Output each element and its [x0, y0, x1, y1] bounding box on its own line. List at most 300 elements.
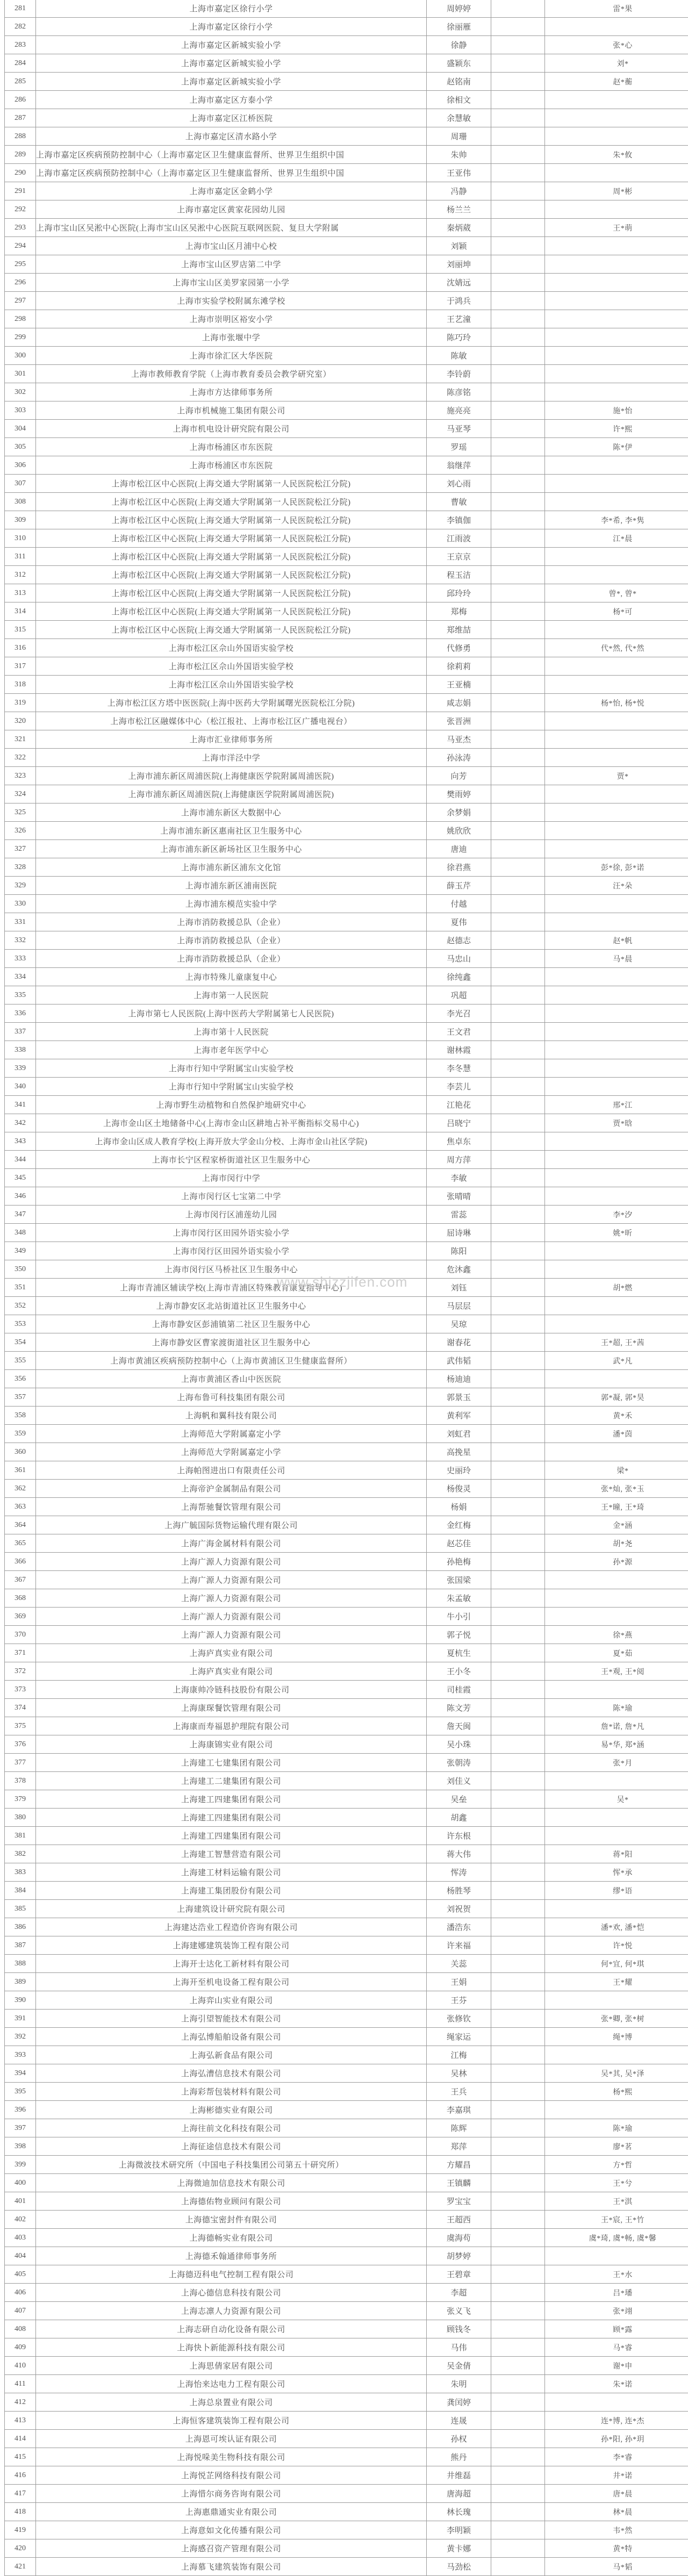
- empty-cell: [491, 1023, 545, 1041]
- empty-cell: [491, 1187, 545, 1206]
- person-name-cell: 李镇伽: [427, 511, 491, 529]
- person-name-cell: 林长瑰: [427, 2503, 491, 2521]
- person-name-cell: 危沐鑫: [427, 1260, 491, 1279]
- person-name-cell: 武伟韬: [427, 1352, 491, 1370]
- org-name-cell: 上海心德信息科技有限公司: [36, 2284, 427, 2302]
- empty-cell: [491, 1004, 545, 1023]
- org-name-cell: 上海德宝密封件有限公司: [36, 2211, 427, 2229]
- org-name-cell: 上海市松江区融媒体中心（松江报社、上海市松江区广播电视台）: [36, 712, 427, 730]
- empty-cell: [491, 895, 545, 913]
- org-name-cell: 上海市老年医学中心: [36, 1041, 427, 1059]
- org-name-cell: 上海市青浦区辅读学校(上海市青浦区特殊教育康复指导中心): [36, 1279, 427, 1297]
- empty-cell: [491, 1626, 545, 1644]
- table-row: [5, 1516, 688, 1534]
- table-row: [5, 1315, 688, 1333]
- empty-cell: [491, 475, 545, 493]
- masked-names-cell: 金*涵: [545, 1516, 688, 1534]
- row-number-cell: 345: [5, 1169, 36, 1187]
- masked-names-cell: [545, 2247, 688, 2265]
- person-name-cell: 陈巧玲: [427, 328, 491, 347]
- empty-cell: [491, 2211, 545, 2229]
- person-name-cell: 罗瑶: [427, 438, 491, 456]
- empty-cell: [491, 182, 545, 200]
- masked-names-cell: 廖*茗: [545, 2137, 688, 2156]
- masked-names-cell: [545, 274, 688, 292]
- row-number-cell: 363: [5, 1498, 36, 1516]
- org-name-cell: 上海市浦东新区周浦医院(上海健康医学院附属周浦医院): [36, 785, 427, 803]
- table-row: [5, 2448, 688, 2466]
- masked-names-cell: [545, 1260, 688, 1279]
- row-number-cell: 374: [5, 1699, 36, 1717]
- row-number-cell: 295: [5, 255, 36, 274]
- org-name-cell: 上海市嘉定区黄家花园幼儿园: [36, 200, 427, 219]
- person-name-cell: 李超: [427, 2284, 491, 2302]
- empty-cell: [491, 1681, 545, 1699]
- empty-cell: [491, 767, 545, 785]
- empty-cell: [491, 1571, 545, 1589]
- person-name-cell: 连晟: [427, 2412, 491, 2430]
- masked-names-cell: 雷*果: [545, 0, 688, 18]
- org-name-cell: 上海帝沪金属制品有限公司: [36, 1480, 427, 1498]
- row-number-cell: 284: [5, 54, 36, 73]
- row-number-cell: 418: [5, 2503, 36, 2521]
- empty-cell: [491, 1279, 545, 1297]
- person-name-cell: 井维磊: [427, 2466, 491, 2485]
- empty-cell: [491, 146, 545, 164]
- table-row: [5, 1425, 688, 1443]
- row-number-cell: 364: [5, 1516, 36, 1534]
- masked-names-cell: 黄*特: [545, 2539, 688, 2558]
- row-number-cell: 340: [5, 1078, 36, 1096]
- masked-names-cell: [545, 1023, 688, 1041]
- org-name-cell: 上海市浦东新区浦南医院: [36, 877, 427, 895]
- row-number-cell: 331: [5, 913, 36, 931]
- empty-cell: [491, 2393, 545, 2412]
- org-name-cell: 上海市宝山区罗店第二中学: [36, 255, 427, 274]
- org-name-cell: 上海市松江区中心医院(上海交通大学附属第一人民医院松江分院): [36, 548, 427, 566]
- org-name-cell: 上海市行知中学附属宝山实验学校: [36, 1078, 427, 1096]
- org-name-cell: 上海意如文化传播有限公司: [36, 2521, 427, 2539]
- empty-cell: [491, 0, 545, 18]
- org-name-cell: 上海市方达律师事务所: [36, 383, 427, 401]
- empty-cell: [491, 1260, 545, 1279]
- masked-names-cell: [545, 749, 688, 767]
- org-name-cell: 上海市洋泾中学: [36, 749, 427, 767]
- row-number-cell: 322: [5, 749, 36, 767]
- row-number-cell: 369: [5, 1608, 36, 1626]
- empty-cell: [491, 1407, 545, 1425]
- empty-cell: [491, 749, 545, 767]
- org-name-cell: 上海广海金属材料有限公司: [36, 1534, 427, 1553]
- person-name-cell: 翁继萍: [427, 456, 491, 475]
- table-row: [5, 1900, 688, 1918]
- row-number-cell: 290: [5, 164, 36, 182]
- masked-names-cell: 胡*尧: [545, 1534, 688, 1553]
- table-row: [5, 1370, 688, 1388]
- person-name-cell: 吴林: [427, 2064, 491, 2083]
- table-row: [5, 1096, 688, 1114]
- masked-names-cell: 胡*燃: [545, 1279, 688, 1297]
- table-row: [5, 1352, 688, 1370]
- person-name-cell: 王小冬: [427, 1662, 491, 1681]
- masked-names-cell: [545, 200, 688, 219]
- row-number-cell: 406: [5, 2284, 36, 2302]
- empty-cell: [491, 292, 545, 310]
- empty-cell: [491, 529, 545, 548]
- empty-cell: [491, 2028, 545, 2046]
- person-name-cell: 胡鑫: [427, 1809, 491, 1827]
- person-name-cell: 詹天闽: [427, 1717, 491, 1735]
- table-row: [5, 511, 688, 529]
- org-name-cell: 上海市静安区曹家渡街道社区卫生服务中心: [36, 1333, 427, 1352]
- empty-cell: [491, 1790, 545, 1809]
- row-number-cell: 334: [5, 968, 36, 986]
- empty-cell: [491, 1608, 545, 1626]
- org-name-cell: 上海市松江区方塔中医医院(上海中医药大学附属曙光医院松江分院): [36, 694, 427, 712]
- masked-names-cell: [545, 1187, 688, 1206]
- person-name-cell: 唐海超: [427, 2485, 491, 2503]
- org-name-cell: 上海市嘉定区江桥医院: [36, 109, 427, 127]
- empty-cell: [491, 1991, 545, 2010]
- org-name-cell: 上海建工二建集团有限公司: [36, 1772, 427, 1790]
- row-number-cell: 287: [5, 109, 36, 127]
- row-number-cell: 398: [5, 2137, 36, 2156]
- table-row: [5, 2174, 688, 2192]
- empty-cell: [491, 913, 545, 931]
- masked-names-cell: [545, 1078, 688, 1096]
- org-name-cell: 上海市第一人民医院: [36, 986, 427, 1004]
- person-name-cell: 张朝涛: [427, 1754, 491, 1772]
- masked-names-cell: [545, 1809, 688, 1827]
- masked-names-cell: [545, 822, 688, 840]
- org-name-cell: 上海广源人力资源有限公司: [36, 1626, 427, 1644]
- masked-names-cell: [545, 91, 688, 109]
- table-row: [5, 1973, 688, 1991]
- row-number-cell: 353: [5, 1315, 36, 1333]
- masked-names-cell: [545, 1169, 688, 1187]
- person-name-cell: 孙权: [427, 2430, 491, 2448]
- empty-cell: [491, 54, 545, 73]
- masked-names-cell: [545, 365, 688, 383]
- empty-cell: [491, 1388, 545, 1407]
- row-number-cell: 332: [5, 931, 36, 950]
- person-name-cell: 绳家运: [427, 2028, 491, 2046]
- row-number-cell: 323: [5, 767, 36, 785]
- row-number-cell: 403: [5, 2229, 36, 2247]
- row-number-cell: 401: [5, 2192, 36, 2211]
- org-name-cell: 上海市浦东新区惠南社区卫生服务中心: [36, 822, 427, 840]
- table-row: [5, 803, 688, 822]
- empty-cell: [491, 1827, 545, 1845]
- person-name-cell: 周珊: [427, 127, 491, 146]
- table-row: [5, 146, 688, 164]
- person-name-cell: 赵芯佳: [427, 1534, 491, 1553]
- empty-cell: [491, 1059, 545, 1078]
- person-name-cell: 马亚杰: [427, 730, 491, 749]
- masked-names-cell: [545, 1681, 688, 1699]
- row-number-cell: 304: [5, 420, 36, 438]
- person-name-cell: 龚闰婷: [427, 2393, 491, 2412]
- person-name-cell: 李冬慧: [427, 1059, 491, 1078]
- org-name-cell: 上海市崇明区裕安小学: [36, 310, 427, 328]
- empty-cell: [491, 1809, 545, 1827]
- org-name-cell: 上海德迈科电气控制工程有限公司: [36, 2265, 427, 2284]
- table-row: [5, 712, 688, 730]
- person-name-cell: 王兵: [427, 2083, 491, 2101]
- org-name-cell: 上海康而寿福恩护理院有限公司: [36, 1717, 427, 1735]
- org-name-cell: 上海市宝山区美罗家园第一小学: [36, 274, 427, 292]
- table-row: [5, 219, 688, 237]
- masked-names-cell: [545, 657, 688, 676]
- empty-cell: [491, 1169, 545, 1187]
- empty-cell: [491, 2229, 545, 2247]
- org-name-cell: 上海广源人力资源有限公司: [36, 1589, 427, 1608]
- table-row: [5, 1626, 688, 1644]
- row-number-cell: 415: [5, 2448, 36, 2466]
- row-number-cell: 343: [5, 1132, 36, 1151]
- person-name-cell: 郑萍: [427, 2137, 491, 2156]
- table-row: [5, 1333, 688, 1352]
- empty-cell: [491, 2521, 545, 2539]
- empty-cell: [491, 1352, 545, 1370]
- masked-names-cell: 邢*江: [545, 1096, 688, 1114]
- table-row: [5, 2521, 688, 2539]
- empty-cell: [491, 200, 545, 219]
- row-number-cell: 420: [5, 2539, 36, 2558]
- person-name-cell: 夏伟: [427, 913, 491, 931]
- person-name-cell: 徐纯鑫: [427, 968, 491, 986]
- table-row: [5, 182, 688, 200]
- masked-names-cell: 江*晨: [545, 529, 688, 548]
- empty-cell: [491, 109, 545, 127]
- person-name-cell: 焦卓东: [427, 1132, 491, 1151]
- empty-cell: [491, 566, 545, 584]
- masked-names-cell: 王*超, 王*茜: [545, 1333, 688, 1352]
- masked-names-cell: 吴*: [545, 1790, 688, 1809]
- table-row: [5, 1754, 688, 1772]
- masked-names-cell: [545, 2046, 688, 2064]
- masked-names-cell: 林*晨: [545, 2503, 688, 2521]
- masked-names-cell: [545, 347, 688, 365]
- org-name-cell: 上海市浦东模范实验中学: [36, 895, 427, 913]
- row-number-cell: 394: [5, 2064, 36, 2083]
- table-row: [5, 1078, 688, 1096]
- row-number-cell: 302: [5, 383, 36, 401]
- org-name-cell: 上海弘漕信息技术有限公司: [36, 2064, 427, 2083]
- person-name-cell: 刘心雨: [427, 475, 491, 493]
- person-name-cell: 邱玲玲: [427, 584, 491, 602]
- person-name-cell: 樊雨婷: [427, 785, 491, 803]
- masked-names-cell: 虞*琦, 虞*畅, 虞*馨: [545, 2229, 688, 2247]
- masked-names-cell: [545, 1297, 688, 1315]
- person-name-cell: 王亚楠: [427, 676, 491, 694]
- empty-cell: [491, 1206, 545, 1224]
- org-name-cell: 上海市闵行区田园外语实验小学: [36, 1242, 427, 1260]
- person-name-cell: 胡梦婷: [427, 2247, 491, 2265]
- org-name-cell: 上海市静安区彭浦镇第二社区卫生服务中心: [36, 1315, 427, 1333]
- masked-names-cell: [545, 255, 688, 274]
- masked-names-cell: 王*曈, 王*琦: [545, 1498, 688, 1516]
- row-number-cell: 402: [5, 2211, 36, 2229]
- table-row: [5, 18, 688, 36]
- empty-cell: [491, 803, 545, 822]
- org-name-cell: 上海庐真实业有限公司: [36, 1662, 427, 1681]
- empty-cell: [491, 91, 545, 109]
- masked-names-cell: [545, 1827, 688, 1845]
- masked-names-cell: [545, 1772, 688, 1790]
- person-name-cell: 金红梅: [427, 1516, 491, 1534]
- table-row: [5, 1534, 688, 1553]
- masked-names-cell: 潘*茵: [545, 1425, 688, 1443]
- row-number-cell: 414: [5, 2430, 36, 2448]
- table-row: [5, 1827, 688, 1845]
- person-name-cell: 江雨波: [427, 529, 491, 548]
- org-name-cell: 上海建工智慧营造有限公司: [36, 1845, 427, 1863]
- row-number-cell: 354: [5, 1333, 36, 1352]
- empty-cell: [491, 1553, 545, 1571]
- person-name-cell: 李光召: [427, 1004, 491, 1023]
- person-name-cell: 杨迪迪: [427, 1370, 491, 1388]
- person-name-cell: 赵德志: [427, 931, 491, 950]
- row-number-cell: 336: [5, 1004, 36, 1023]
- person-name-cell: 黄卡娜: [427, 2539, 491, 2558]
- person-name-cell: 吴金倩: [427, 2357, 491, 2375]
- records-table: [4, 0, 688, 2576]
- masked-names-cell: 张*卿, 张*树: [545, 2010, 688, 2028]
- masked-names-cell: [545, 292, 688, 310]
- row-number-cell: 390: [5, 1991, 36, 2010]
- row-number-cell: 325: [5, 803, 36, 822]
- masked-names-cell: [545, 18, 688, 36]
- masked-names-cell: 许*熙: [545, 420, 688, 438]
- table-row: [5, 566, 688, 584]
- person-name-cell: 姚欣欣: [427, 822, 491, 840]
- empty-cell: [491, 73, 545, 91]
- table-row: [5, 2284, 688, 2302]
- table-row: [5, 895, 688, 913]
- empty-cell: [491, 1333, 545, 1352]
- row-number-cell: 396: [5, 2101, 36, 2119]
- row-number-cell: 315: [5, 621, 36, 639]
- table-row: [5, 1132, 688, 1151]
- row-number-cell: 367: [5, 1571, 36, 1589]
- org-name-cell: 上海市松江区中心医院(上海交通大学附属第一人民医院松江分院): [36, 584, 427, 602]
- table-row: [5, 1644, 688, 1662]
- person-name-cell: 吴垒: [427, 1790, 491, 1809]
- masked-names-cell: 韦*然: [545, 2521, 688, 2539]
- org-name-cell: 上海市嘉定区新城实验小学: [36, 36, 427, 54]
- org-name-cell: 上海市浦东新区浦东文化馆: [36, 858, 427, 877]
- table-row: [5, 2083, 688, 2101]
- empty-cell: [491, 1845, 545, 1863]
- person-name-cell: 周方萍: [427, 1151, 491, 1169]
- row-number-cell: 388: [5, 1955, 36, 1973]
- table-row: [5, 1553, 688, 1571]
- org-name-cell: 上海弘新食品有限公司: [36, 2046, 427, 2064]
- person-name-cell: 朱明: [427, 2375, 491, 2393]
- org-name-cell: 上海广毓国际货物运输代理有限公司: [36, 1516, 427, 1534]
- table-row: [5, 2393, 688, 2412]
- empty-cell: [491, 730, 545, 749]
- row-number-cell: 347: [5, 1206, 36, 1224]
- row-number-cell: 291: [5, 182, 36, 200]
- row-number-cell: 319: [5, 694, 36, 712]
- empty-cell: [491, 1480, 545, 1498]
- person-name-cell: 吴琼: [427, 1315, 491, 1333]
- row-number-cell: 400: [5, 2174, 36, 2192]
- masked-names-cell: 缪*语: [545, 1882, 688, 1900]
- person-name-cell: 熊丹: [427, 2448, 491, 2466]
- masked-names-cell: [545, 1991, 688, 2010]
- org-name-cell: 上海市长宁区程家桥街道社区卫生服务中心: [36, 1151, 427, 1169]
- masked-names-cell: 张*心: [545, 36, 688, 54]
- empty-cell: [491, 1224, 545, 1242]
- empty-cell: [491, 2430, 545, 2448]
- table-row: [5, 1224, 688, 1242]
- table-row: [5, 749, 688, 767]
- table-row: [5, 1845, 688, 1863]
- table-row: [5, 73, 688, 91]
- masked-names-cell: [545, 1370, 688, 1388]
- masked-names-cell: 孙*阳, 孙*玥: [545, 2430, 688, 2448]
- masked-names-cell: [545, 1151, 688, 1169]
- row-number-cell: 419: [5, 2521, 36, 2539]
- empty-cell: [491, 1973, 545, 1991]
- row-number-cell: 342: [5, 1114, 36, 1132]
- empty-cell: [491, 164, 545, 182]
- org-name-cell: 上海建工材料运输有限公司: [36, 1863, 427, 1882]
- person-name-cell: 李芸儿: [427, 1078, 491, 1096]
- org-name-cell: 上海悦芷网络科技有限公司: [36, 2466, 427, 2485]
- person-name-cell: 陈彦铭: [427, 383, 491, 401]
- row-number-cell: 324: [5, 785, 36, 803]
- masked-names-cell: 杨*可: [545, 602, 688, 621]
- empty-cell: [491, 1151, 545, 1169]
- row-number-cell: 311: [5, 548, 36, 566]
- person-name-cell: 王超西: [427, 2211, 491, 2229]
- row-number-cell: 389: [5, 1973, 36, 1991]
- empty-cell: [491, 2320, 545, 2338]
- row-number-cell: 285: [5, 73, 36, 91]
- empty-cell: [491, 1936, 545, 1955]
- table-row: [5, 1169, 688, 1187]
- org-name-cell: 上海惠鼎通实业有限公司: [36, 2503, 427, 2521]
- table-row: [5, 1242, 688, 1260]
- org-name-cell: 上海市特殊儿童康复中心: [36, 968, 427, 986]
- org-name-cell: 上海市嘉定区徐行小学: [36, 18, 427, 36]
- org-name-cell: 上海市嘉定区新城实验小学: [36, 73, 427, 91]
- table-row: [5, 1882, 688, 1900]
- table-row: [5, 1717, 688, 1735]
- masked-names-cell: [545, 310, 688, 328]
- masked-names-cell: 周*彬: [545, 182, 688, 200]
- table-row: [5, 1790, 688, 1809]
- person-name-cell: 杨俊灵: [427, 1480, 491, 1498]
- empty-cell: [491, 1132, 545, 1151]
- masked-names-cell: 马*睿: [545, 2338, 688, 2357]
- empty-cell: [491, 1644, 545, 1662]
- person-name-cell: 马层层: [427, 1297, 491, 1315]
- masked-names-cell: [545, 785, 688, 803]
- row-number-cell: 405: [5, 2265, 36, 2284]
- org-name-cell: 上海市闵行区田园外语实验小学: [36, 1224, 427, 1242]
- table-row: [5, 822, 688, 840]
- person-name-cell: 王芬: [427, 1991, 491, 2010]
- empty-cell: [491, 1096, 545, 1114]
- org-name-cell: 上海市机电设计研究院有限公司: [36, 420, 427, 438]
- table-row: [5, 785, 688, 803]
- table-row: [5, 1023, 688, 1041]
